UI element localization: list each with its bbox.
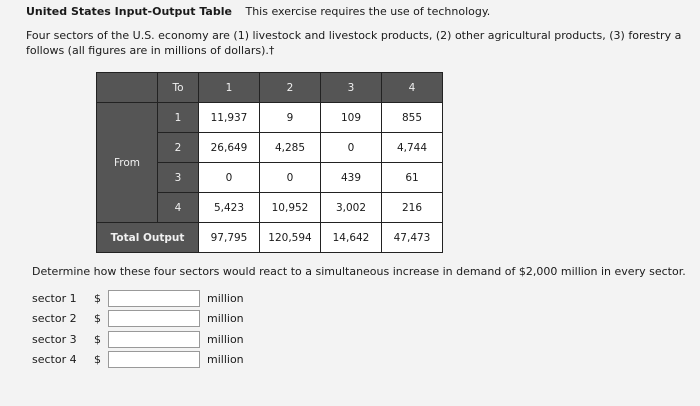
cell-4-4: 216 [382,193,443,223]
intro-text [26,28,700,58]
answer-row-sector-3 [32,329,244,350]
sector-2-label: sector 2 [32,312,77,326]
cell-2-4: 4,744 [382,133,443,163]
answer-row-sector-2 [32,309,244,330]
dollar-sign: $ [94,312,101,326]
question-text: Determine how these four sectors would react to a simultaneous increase in demand of $2,000 million in every sector. [32,265,686,278]
answer-form [32,288,244,370]
to-label: To [158,73,199,103]
input-output-table [96,72,443,253]
intro-line-2: follows (all figures are in millions of dollars).† [26,44,275,57]
technology-note: This exercise requires the use of technology. [245,5,491,18]
total-output-row [97,223,443,253]
table-header-row [97,73,443,103]
sector-4-input[interactable] [108,351,200,368]
sector-4-label: sector 4 [32,353,77,367]
sector-1-label: sector 1 [32,291,77,305]
cell-3-1: 0 [199,163,260,193]
row-header-2: 2 [158,133,199,163]
cell-1-4: 855 [382,103,443,133]
dollar-sign: $ [94,353,101,367]
unit-label: million [207,312,244,326]
cell-1-3: 109 [321,103,382,133]
answer-row-sector-4 [32,350,244,371]
page-title: United States Input-Output Table [26,5,232,18]
cell-4-1: 5,423 [199,193,260,223]
row-header-3: 3 [158,163,199,193]
intro-line-1: Four sectors of the U.S. economy are (1) livestock and livestock products, (2) other agricultural products, (3) forestry a [26,29,682,42]
sector-2-input[interactable] [108,310,200,327]
cell-3-4: 61 [382,163,443,193]
cell-2-2: 4,285 [260,133,321,163]
unit-label: million [207,353,244,367]
sector-3-input[interactable] [108,331,200,348]
dollar-sign: $ [94,291,101,305]
unit-label: million [207,332,244,346]
cell-3-2: 0 [260,163,321,193]
col-header-1: 1 [199,73,260,103]
answer-row-sector-1 [32,288,244,309]
total-1: 97,795 [199,223,260,253]
col-header-4: 4 [382,73,443,103]
total-4: 47,473 [382,223,443,253]
table-row [97,103,443,133]
cell-4-3: 3,002 [321,193,382,223]
sector-1-input[interactable] [108,290,200,307]
from-label: From [97,103,158,223]
cell-3-3: 439 [321,163,382,193]
row-header-4: 4 [158,193,199,223]
table-corner [97,73,158,103]
total-3: 14,642 [321,223,382,253]
col-header-3: 3 [321,73,382,103]
title-line [26,5,490,18]
cell-2-3: 0 [321,133,382,163]
row-header-1: 1 [158,103,199,133]
dollar-sign: $ [94,332,101,346]
total-output-label: Total Output [97,223,199,253]
cell-1-1: 11,937 [199,103,260,133]
cell-2-1: 26,649 [199,133,260,163]
cell-1-2: 9 [260,103,321,133]
col-header-2: 2 [260,73,321,103]
total-2: 120,594 [260,223,321,253]
unit-label: million [207,291,244,305]
cell-4-2: 10,952 [260,193,321,223]
sector-3-label: sector 3 [32,332,77,346]
